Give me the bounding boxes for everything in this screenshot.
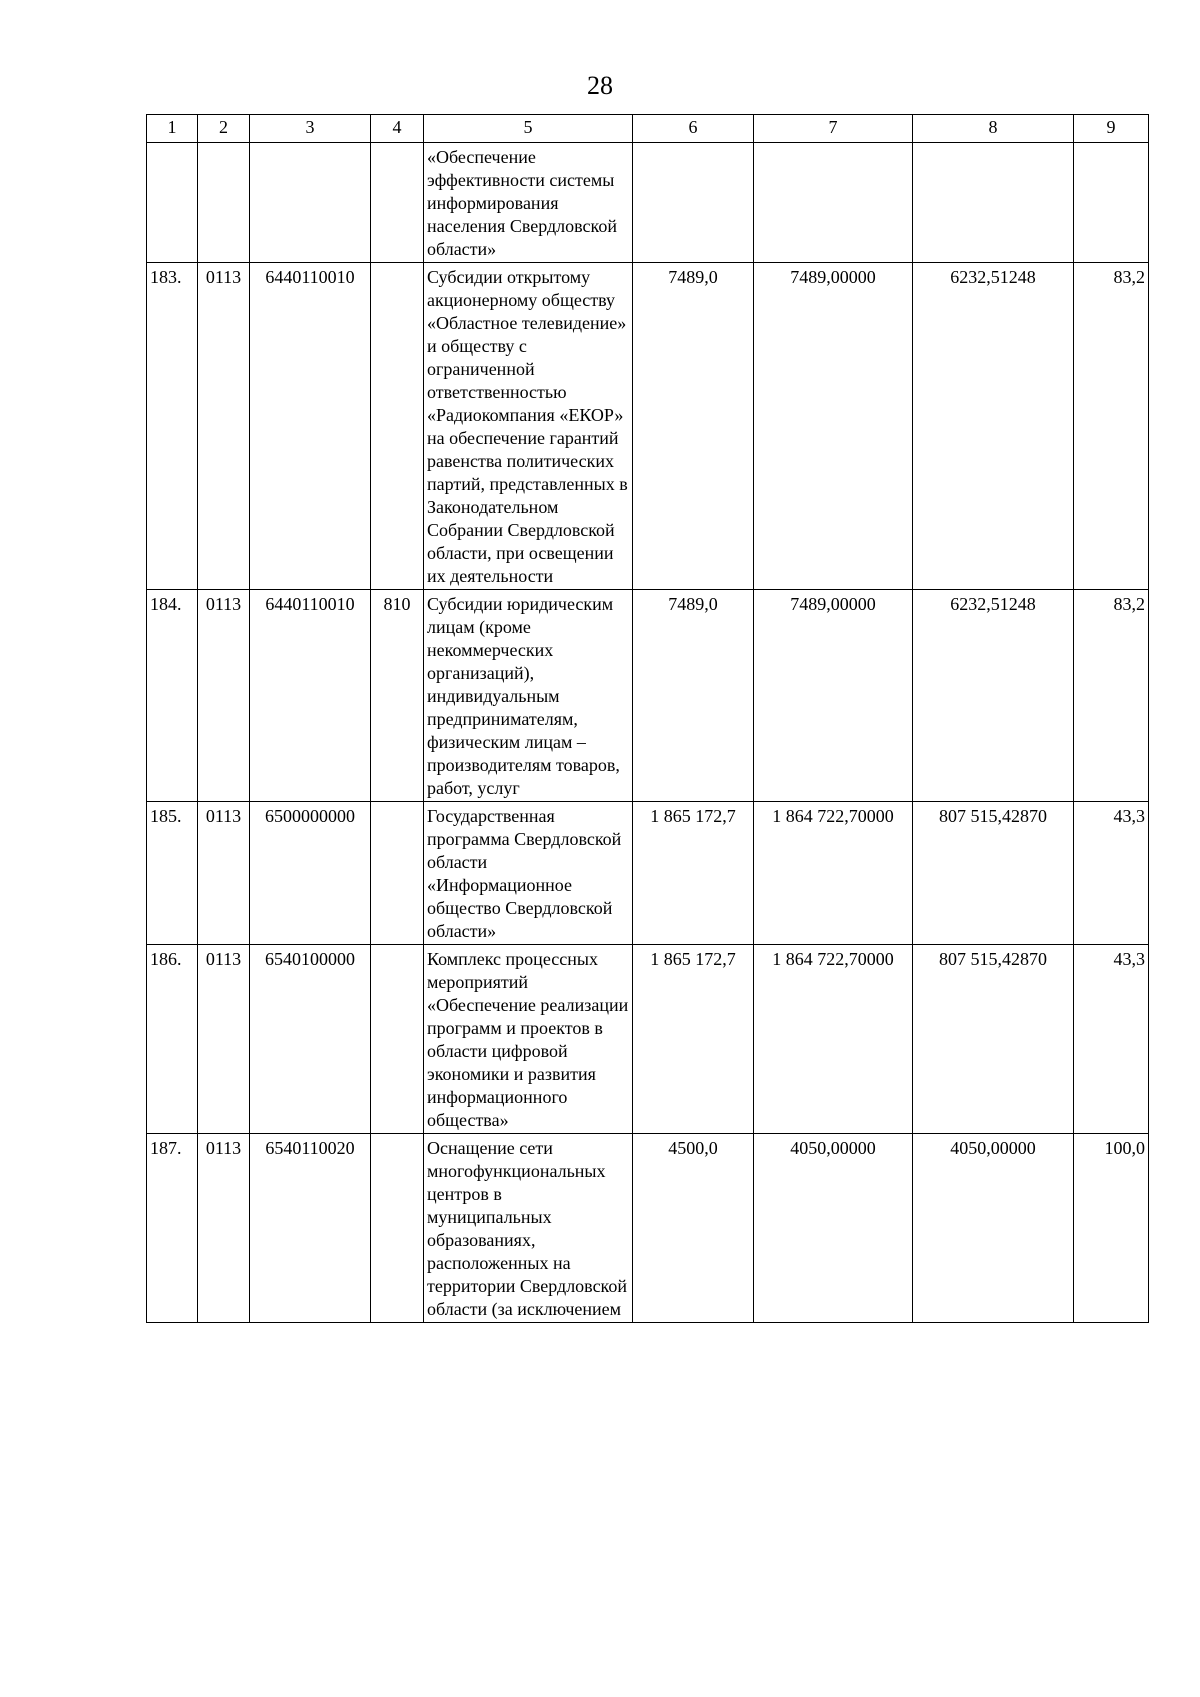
execution-percent: 43,3 [1074,802,1149,945]
section-code [198,143,250,263]
target-code [250,143,371,263]
executed-amount: 6232,51248 [913,590,1074,802]
plan-amount: 7489,0 [633,263,754,590]
expense-type [371,143,424,263]
target-code: 6540100000 [250,945,371,1134]
row-number: 185. [147,802,198,945]
target-code: 6440110010 [250,263,371,590]
refined-amount: 7489,00000 [754,590,913,802]
execution-percent: 83,2 [1074,590,1149,802]
table-row [147,1134,1149,1323]
column-header: 4 [371,115,424,143]
row-number [147,143,198,263]
item-name: «Обеспечение эффективности системы информирования населения Свердловской области» [424,143,633,263]
executed-amount: 807 515,42870 [913,802,1074,945]
column-header: 2 [198,115,250,143]
item-name: Оснащение сети многофункциональных центров в муниципальных образованиях, расположенных на территории Свердловской области (за исключением [424,1134,633,1323]
item-name: Комплекс процессных мероприятий «Обеспечение реализации программ и проектов в области цифровой экономики и развития информационного общества» [424,945,633,1134]
expense-type [371,802,424,945]
page-number: 28 [587,71,613,100]
section-code: 0113 [198,802,250,945]
column-header: 7 [754,115,913,143]
table-row [147,143,1149,263]
expense-type [371,945,424,1134]
row-number: 184. [147,590,198,802]
executed-amount: 4050,00000 [913,1134,1074,1323]
row-number: 183. [147,263,198,590]
table-row [147,945,1149,1134]
column-header: 1 [147,115,198,143]
refined-amount: 1 864 722,70000 [754,945,913,1134]
target-code: 6440110010 [250,590,371,802]
section-code: 0113 [198,945,250,1134]
table-row [147,802,1149,945]
row-number: 186. [147,945,198,1134]
section-code: 0113 [198,590,250,802]
plan-amount: 4500,0 [633,1134,754,1323]
expense-type [371,263,424,590]
execution-percent: 83,2 [1074,263,1149,590]
column-header: 9 [1074,115,1149,143]
expense-type: 810 [371,590,424,802]
refined-amount: 7489,00000 [754,263,913,590]
plan-amount [633,143,754,263]
refined-amount [754,143,913,263]
column-header: 8 [913,115,1074,143]
row-number: 187. [147,1134,198,1323]
plan-amount: 1 865 172,7 [633,945,754,1134]
refined-amount: 1 864 722,70000 [754,802,913,945]
section-code: 0113 [198,263,250,590]
target-code: 6500000000 [250,802,371,945]
header-row [147,115,1149,143]
plan-amount: 7489,0 [633,590,754,802]
column-header: 6 [633,115,754,143]
execution-percent: 100,0 [1074,1134,1149,1323]
budget-table [146,114,1149,1323]
plan-amount: 1 865 172,7 [633,802,754,945]
execution-percent: 43,3 [1074,945,1149,1134]
refined-amount: 4050,00000 [754,1134,913,1323]
item-name: Субсидии юридическим лицам (кроме некоммерческих организаций), индивидуальным предпринимателям, физическим лицам – производителям товаров, работ, услуг [424,590,633,802]
section-code: 0113 [198,1134,250,1323]
table-row [147,263,1149,590]
executed-amount: 6232,51248 [913,263,1074,590]
executed-amount: 807 515,42870 [913,945,1074,1134]
column-header: 3 [250,115,371,143]
item-name: Государственная программа Свердловской области «Информационное общество Свердловской области» [424,802,633,945]
execution-percent [1074,143,1149,263]
column-header: 5 [424,115,633,143]
item-name: Субсидии открытому акционерному обществу «Областное телевидение» и обществу с ограниченной ответственностью «Радиокомпания «ЕКОР» на обеспечение гарантий равенства политических партий, представленных в Законодательном Собрании Свердловской области, при освещении их деятельности [424,263,633,590]
target-code: 6540110020 [250,1134,371,1323]
executed-amount [913,143,1074,263]
expense-type [371,1134,424,1323]
table-row [147,590,1149,802]
